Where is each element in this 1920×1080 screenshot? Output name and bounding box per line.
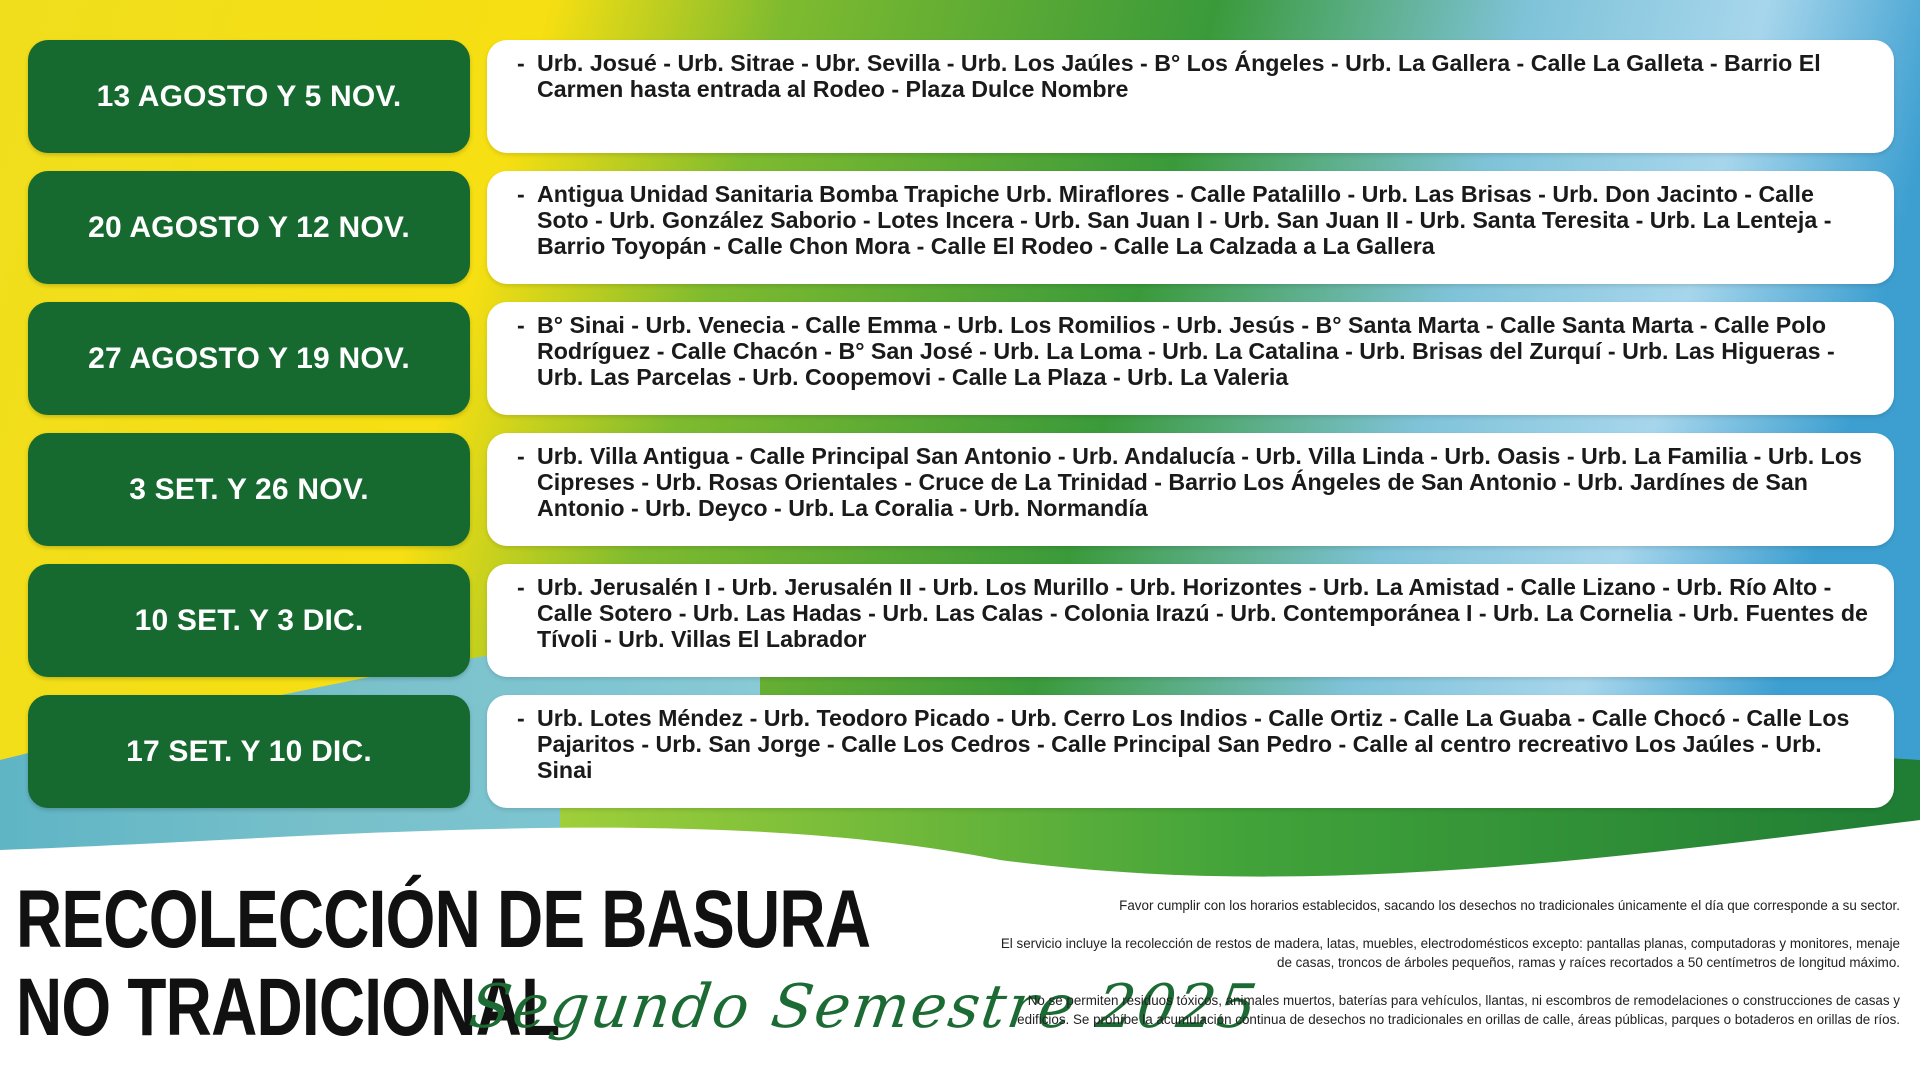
note-prohibited-items: No se permiten residuos tóxicos, animales muertos, baterías para vehículos, llantas, ni escombros de remodelaciones o construcciones de casas y edificios. Se prohíbe la acumulación continua de desechos no tradicionales en orillas de calle, áreas públicas, parques o botaderos en orillas de ríos. [1017,993,1900,1027]
collection-date-label: 17 SET. Y 10 DIC. [28,695,470,808]
bullet-dash: - [517,312,525,338]
sector-list-text [519,574,1870,652]
collection-date-label: 3 SET. Y 26 NOV. [28,433,470,546]
sector-names: B° Sinai - Urb. Venecia - Calle Emma - Urb. Los Romilios - Urb. Jesús - B° Santa Marta - Calle Santa Marta - Calle Polo Rodríguez - Calle Chacón - B° San José - Urb. La Loma - Urb. La Catalina - Urb. Brisas del Zurquí - Urb. Las Higueras - Urb. Las Parcelas - Urb. Coopemovi - Calle La Plaza - Urb. La Valeria [537,312,1835,390]
collection-date-label: 20 AGOSTO Y 12 NOV. [28,171,470,284]
sector-names: Urb. Jerusalén I - Urb. Jerusalén II - Urb. Los Murillo - Urb. Horizontes - Urb. La Amistad - Calle Lizano - Urb. Río Alto - Calle Sotero - Urb. Las Hadas - Urb. Las Calas - Colonia Irazú - Urb. Contemporánea I - Urb. La Cornelia - Urb. Fuentes de Tívoli - Urb. Villas El Labrador [537,574,1868,652]
sector-list-card [487,564,1894,677]
sector-list-text [519,181,1870,259]
sector-list-card [487,171,1894,284]
bullet-dash: - [517,443,525,469]
bullet-dash: - [517,181,525,207]
page-title-line-1: RECOLECCIÓN DE BASURA [16,874,871,965]
sector-list-text [519,50,1870,102]
page-title-line-2: NO TRADICIONAL [16,962,560,1053]
schedule-row [28,695,1894,808]
bullet-dash: - [517,50,525,76]
schedule-row [28,302,1894,415]
schedule-row [28,433,1894,546]
bullet-dash: - [517,705,525,731]
collection-date-label: 27 AGOSTO Y 19 NOV. [28,302,470,415]
sector-list-text [519,705,1870,783]
note-included-items: El servicio incluye la recolección de restos de madera, latas, muebles, electrodomésticos excepto: pantallas planas, computadoras y monitores, menaje de casas, troncos de árboles pequeños, ramas y raíces recortados a 50 centímetros de longitud máximo. [1000,936,1900,970]
service-notes [1000,896,1900,1048]
bullet-dash: - [517,574,525,600]
sector-names: Antigua Unidad Sanitaria Bomba Trapiche Urb. Miraflores - Calle Patalillo - Urb. Las Brisas - Urb. Don Jacinto - Calle Soto - Urb. González Saborio - Lotes Incera - Urb. San Juan I - Urb. San Juan II - Urb. Santa Teresita - Urb. La Lenteja - Barrio Toyopán - Calle Chon Mora - Calle El Rodeo - Calle La Calzada a La Gallera [537,181,1832,259]
collection-date-label: 13 AGOSTO Y 5 NOV. [28,40,470,153]
sector-list-card [487,433,1894,546]
note-schedule-compliance: Favor cumplir con los horarios establecidos, sacando los desechos no tradicionales únicamente el día que corresponde a su sector. [1119,898,1900,913]
collection-date-label: 10 SET. Y 3 DIC. [28,564,470,677]
sector-list-text [519,443,1870,521]
sector-list-card [487,40,1894,153]
schedule-list [28,40,1894,826]
sector-list-text [519,312,1870,390]
schedule-row [28,564,1894,677]
sector-names: Urb. Villa Antigua - Calle Principal San Antonio - Urb. Andalucía - Urb. Villa Linda - Urb. Oasis - Urb. La Familia - Urb. Los Cipreses - Urb. Rosas Orientales - Cruce de La Trinidad - Barrio Los Ángeles de San Antonio - Urb. Jardínes de San Antonio - Urb. Deyco - Urb. La Coralia - Urb. Normandía [537,443,1862,521]
sector-list-card [487,302,1894,415]
schedule-row [28,40,1894,153]
semester-subtitle: Segundo Semestre 2025 [465,972,1263,1042]
sector-list-card [487,695,1894,808]
sector-names: Urb. Josué - Urb. Sitrae - Ubr. Sevilla - Urb. Los Jaúles - B° Los Ángeles - Urb. La Gallera - Calle La Galleta - Barrio El Carmen hasta entrada al Rodeo - Plaza Dulce Nombre [537,50,1821,102]
sector-names: Urb. Lotes Méndez - Urb. Teodoro Picado - Urb. Cerro Los Indios - Calle Ortiz - Calle La Guaba - Calle Chocó - Calle Los Pajaritos - Urb. San Jorge - Calle Los Cedros - Calle Principal San Pedro - Calle al centro recreativo Los Jaúles - Urb. Sinai [537,705,1850,783]
schedule-row [28,171,1894,284]
